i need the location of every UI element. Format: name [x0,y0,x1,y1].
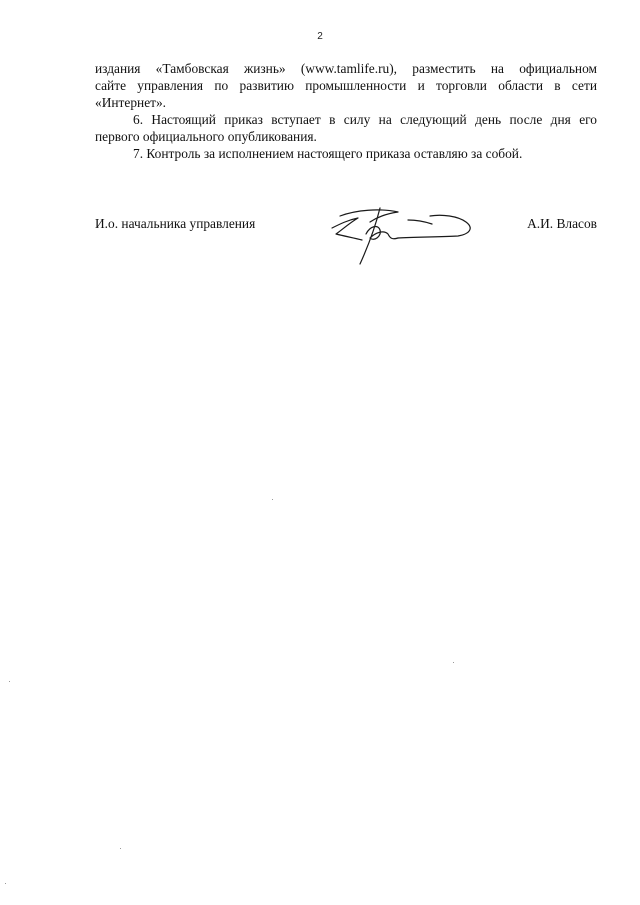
scan-speck [120,848,121,849]
text-line: издания «Тамбовская жизнь» (www.tamlife.ru), разместить на официальном [95,61,597,76]
document-body [95,60,597,162]
text-line: «Интернет». [95,95,167,110]
signatory-title: И.о. начальника управления [95,216,256,231]
page-number: 2 [317,31,323,42]
scan-speck [9,681,10,682]
paragraph-item-6 [95,111,597,145]
handwritten-signature [318,190,478,270]
text-line: 7. Контроль за исполнением настоящего приказа оставляю за собой. [133,146,523,161]
signatory-name: А.И. Власов [527,216,597,231]
scan-speck [272,499,273,500]
text-line: первого официального опубликования. [95,129,317,144]
paragraph-item-7 [95,145,597,162]
paragraph-continuation [95,60,597,111]
scan-speck [5,883,6,884]
text-line: сайте управления по развитию промышленности и торговли области в сети [95,78,597,93]
text-line: 6. Настоящий приказ вступает в силу на следующий день после дня его [133,112,597,127]
scan-speck [453,662,454,663]
